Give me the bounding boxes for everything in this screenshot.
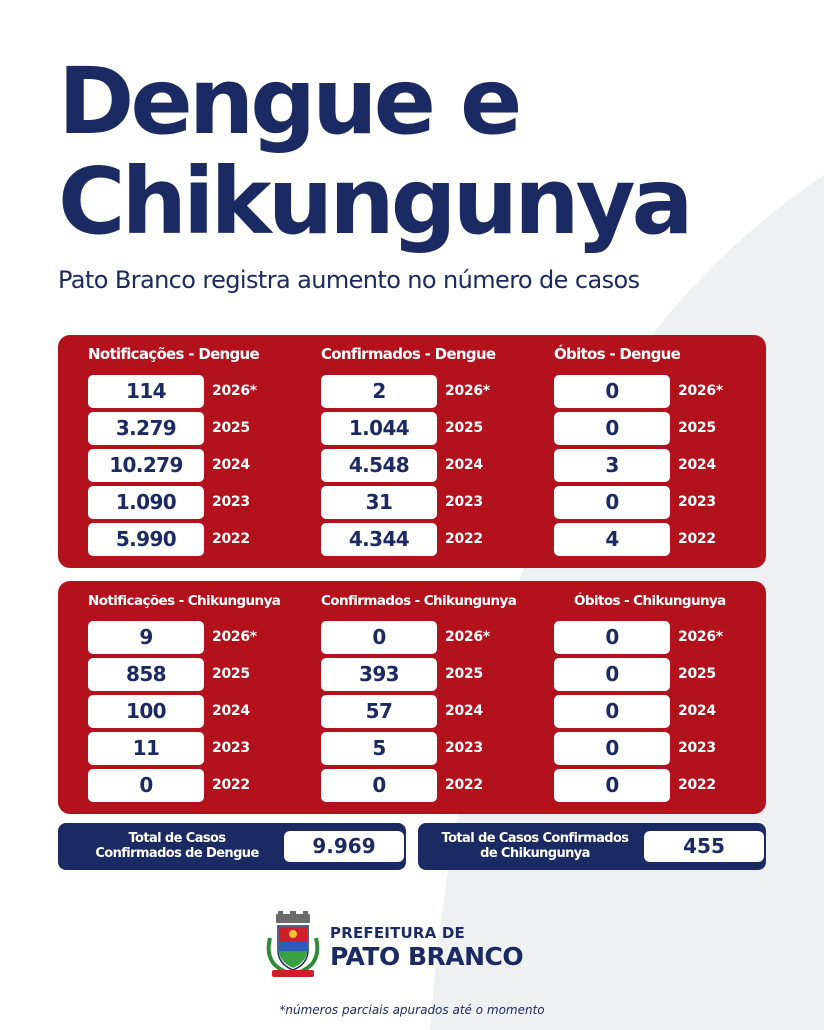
table-row bbox=[554, 732, 774, 765]
year-label: 2024 bbox=[445, 457, 483, 473]
value-cell: 9 bbox=[88, 621, 204, 654]
value-cell: 3 bbox=[554, 449, 670, 482]
value-cell: 4 bbox=[554, 523, 670, 556]
logo-text-line1: PREFEITURA DE bbox=[330, 924, 465, 942]
table-row bbox=[554, 375, 774, 408]
table-row bbox=[88, 449, 308, 482]
column-header: Óbitos - Dengue bbox=[554, 345, 681, 363]
year-label: 2023 bbox=[678, 740, 716, 756]
column-header: Notificações - Dengue bbox=[88, 345, 260, 363]
year-label: 2025 bbox=[678, 666, 716, 682]
year-label: 2026* bbox=[678, 383, 723, 399]
year-label: 2022 bbox=[212, 777, 250, 793]
value-cell: 31 bbox=[321, 486, 437, 519]
table-row bbox=[88, 769, 308, 802]
value-cell: 114 bbox=[88, 375, 204, 408]
year-label: 2026* bbox=[212, 629, 257, 645]
table-row bbox=[554, 412, 774, 445]
year-label: 2022 bbox=[678, 531, 716, 547]
table-row bbox=[554, 658, 774, 691]
value-cell: 0 bbox=[88, 769, 204, 802]
table-row bbox=[88, 486, 308, 519]
year-label: 2022 bbox=[678, 777, 716, 793]
year-label: 2026* bbox=[212, 383, 257, 399]
dengue-panel bbox=[58, 335, 766, 568]
year-label: 2023 bbox=[212, 740, 250, 756]
year-label: 2024 bbox=[678, 703, 716, 719]
table-row bbox=[88, 375, 308, 408]
value-cell: 5.990 bbox=[88, 523, 204, 556]
total-chikungunya-box bbox=[418, 823, 766, 870]
year-label: 2024 bbox=[212, 703, 250, 719]
column-header: Confirmados - Dengue bbox=[321, 345, 496, 363]
table-row bbox=[554, 486, 774, 519]
year-label: 2022 bbox=[212, 531, 250, 547]
table-row bbox=[554, 695, 774, 728]
footnote: *números parciais apurados até o momento bbox=[279, 1003, 545, 1017]
year-label: 2023 bbox=[678, 494, 716, 510]
value-cell: 0 bbox=[554, 732, 670, 765]
value-cell: 0 bbox=[554, 621, 670, 654]
table-row bbox=[88, 621, 308, 654]
value-cell: 393 bbox=[321, 658, 437, 691]
year-label: 2026* bbox=[445, 629, 490, 645]
value-cell: 5 bbox=[321, 732, 437, 765]
total-chikungunya-value: 455 bbox=[644, 831, 764, 862]
value-cell: 858 bbox=[88, 658, 204, 691]
prefeitura-logo bbox=[262, 910, 562, 980]
title-line-2: Chikungunya bbox=[58, 148, 690, 255]
table-row bbox=[321, 769, 541, 802]
value-cell: 0 bbox=[321, 769, 437, 802]
value-cell: 0 bbox=[554, 769, 670, 802]
year-label: 2023 bbox=[445, 740, 483, 756]
total-chikungunya-label-line2: de Chikungunya bbox=[480, 846, 590, 861]
column-header: Confirmados - Chikungunya bbox=[321, 593, 517, 609]
value-cell: 2 bbox=[321, 375, 437, 408]
value-cell: 0 bbox=[554, 658, 670, 691]
table-row bbox=[321, 375, 541, 408]
column-header: Óbitos - Chikungunya bbox=[574, 593, 726, 609]
value-cell: 0 bbox=[321, 621, 437, 654]
value-cell: 10.279 bbox=[88, 449, 204, 482]
total-dengue-box bbox=[58, 823, 406, 870]
value-cell: 1.044 bbox=[321, 412, 437, 445]
table-row bbox=[321, 621, 541, 654]
table-row bbox=[321, 695, 541, 728]
year-label: 2025 bbox=[445, 420, 483, 436]
table-row bbox=[554, 449, 774, 482]
value-cell: 4.344 bbox=[321, 523, 437, 556]
total-dengue-label bbox=[72, 831, 282, 861]
total-dengue-label-line1: Total de Casos bbox=[128, 831, 226, 846]
year-label: 2024 bbox=[445, 703, 483, 719]
value-cell: 57 bbox=[321, 695, 437, 728]
page-title bbox=[58, 48, 778, 255]
table-row bbox=[554, 769, 774, 802]
value-cell: 3.279 bbox=[88, 412, 204, 445]
column-header: Notificações - Chikungunya bbox=[88, 593, 281, 609]
table-row bbox=[321, 658, 541, 691]
year-label: 2025 bbox=[678, 420, 716, 436]
table-row bbox=[88, 695, 308, 728]
logo-text-line2: PATO BRANCO bbox=[330, 942, 524, 971]
total-dengue-value: 9.969 bbox=[284, 831, 404, 862]
total-chikungunya-label bbox=[424, 831, 646, 861]
chikungunya-panel bbox=[58, 581, 766, 814]
year-label: 2023 bbox=[212, 494, 250, 510]
year-label: 2025 bbox=[445, 666, 483, 682]
value-cell: 4.548 bbox=[321, 449, 437, 482]
year-label: 2023 bbox=[445, 494, 483, 510]
value-cell: 0 bbox=[554, 695, 670, 728]
municipal-crest-icon bbox=[262, 910, 324, 980]
table-row bbox=[88, 523, 308, 556]
total-chikungunya-label-line1: Total de Casos Confirmados bbox=[441, 831, 629, 846]
year-label: 2025 bbox=[212, 666, 250, 682]
year-label: 2022 bbox=[445, 777, 483, 793]
year-label: 2024 bbox=[678, 457, 716, 473]
table-row bbox=[88, 732, 308, 765]
table-row bbox=[88, 412, 308, 445]
year-label: 2025 bbox=[212, 420, 250, 436]
value-cell: 0 bbox=[554, 375, 670, 408]
value-cell: 11 bbox=[88, 732, 204, 765]
page-subtitle: Pato Branco registra aumento no número de casos bbox=[58, 266, 640, 294]
value-cell: 1.090 bbox=[88, 486, 204, 519]
table-row bbox=[554, 621, 774, 654]
table-row bbox=[321, 486, 541, 519]
year-label: 2022 bbox=[445, 531, 483, 547]
year-label: 2024 bbox=[212, 457, 250, 473]
table-row bbox=[554, 523, 774, 556]
value-cell: 0 bbox=[554, 412, 670, 445]
table-row bbox=[321, 412, 541, 445]
year-label: 2026* bbox=[445, 383, 490, 399]
title-line-1: Dengue e bbox=[58, 48, 519, 155]
table-row bbox=[88, 658, 308, 691]
total-dengue-label-line2: Confirmados de Dengue bbox=[95, 846, 259, 861]
table-row bbox=[321, 523, 541, 556]
table-row bbox=[321, 732, 541, 765]
year-label: 2026* bbox=[678, 629, 723, 645]
value-cell: 100 bbox=[88, 695, 204, 728]
table-row bbox=[321, 449, 541, 482]
value-cell: 0 bbox=[554, 486, 670, 519]
